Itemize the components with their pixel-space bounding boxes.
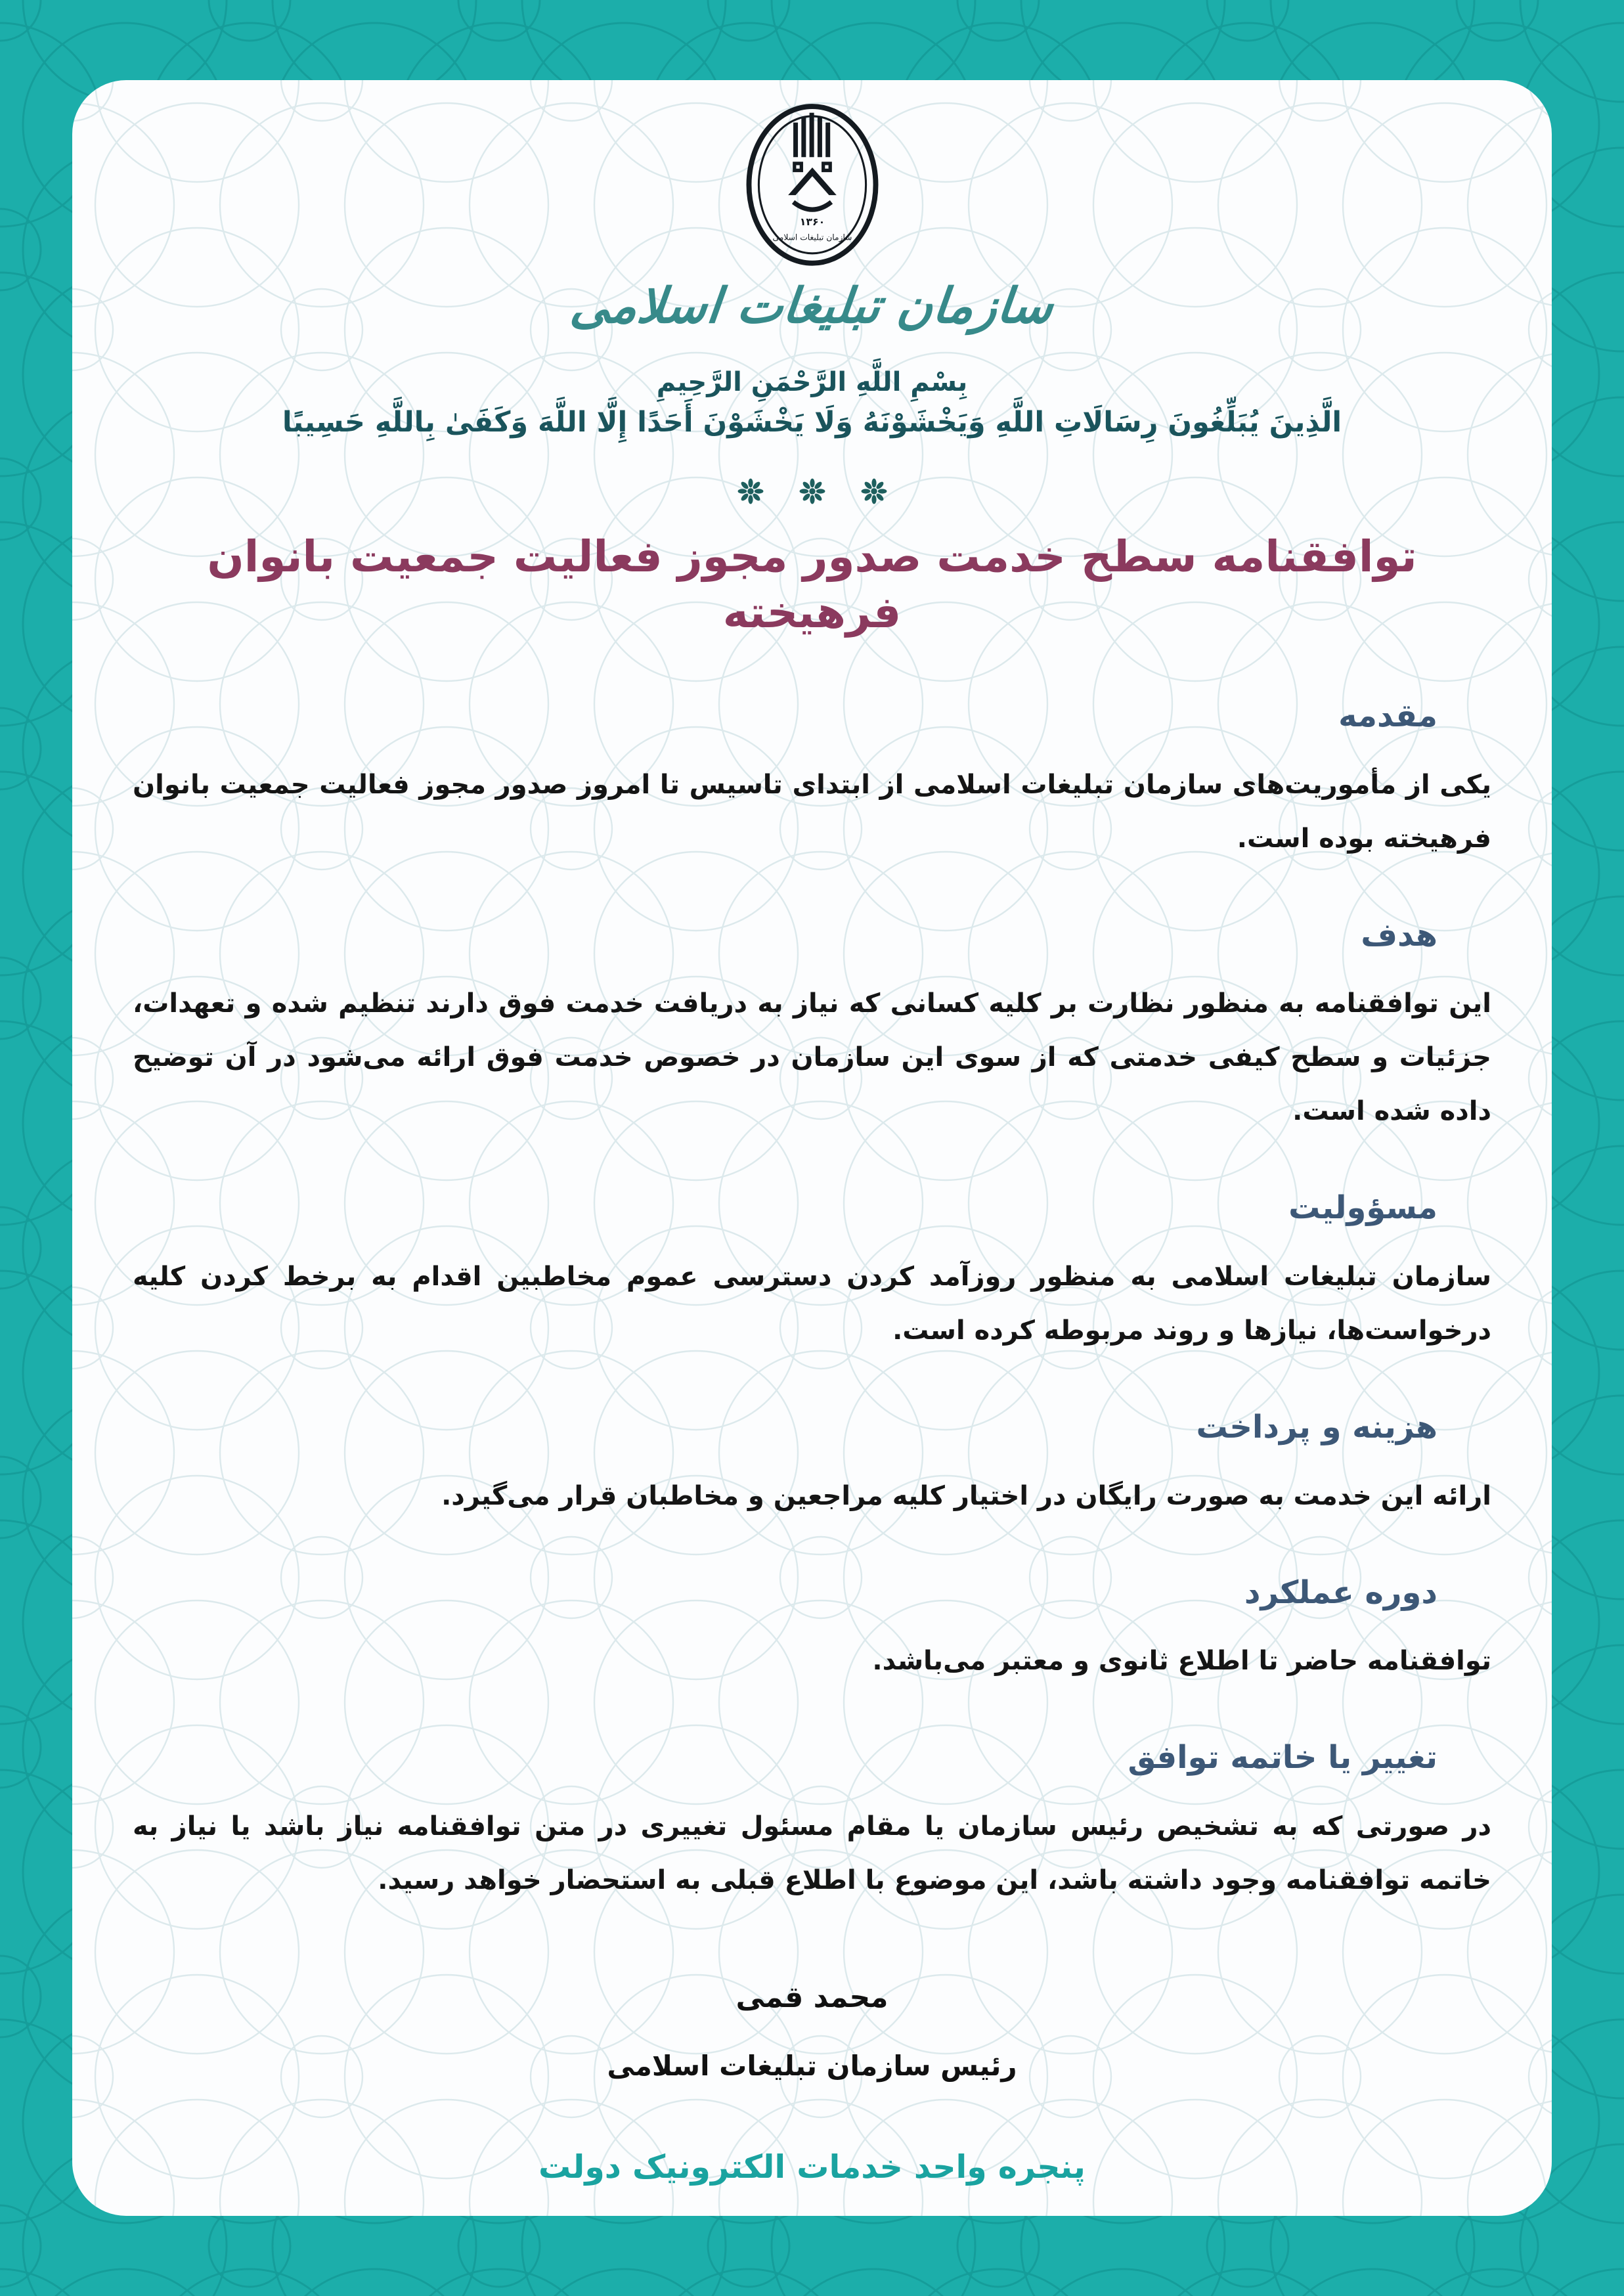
- signatory-title: رئیس سازمان تبلیغات اسلامی: [607, 2049, 1017, 2082]
- section-body: ارائه این خدمت به صورت رایگان در اختیار کلیه مراجعین و مخاطبان قرار می‌گیرد.: [441, 1480, 1491, 1511]
- signatory-name: محمد قمی: [735, 1980, 889, 2014]
- section-heading: مقدمه: [1338, 697, 1437, 735]
- section-heading: دوره عملکرد: [1244, 1574, 1437, 1611]
- section-body: این توافقنامه به منظور نظارت بر کلیه کسانی که نیاز به دریافت خدمت فوق دارند تنظیم شده و تعهدات، جزئیات و سطح کیفی خدمتی که از سوی این سازمان در خصوص خدمت فوق ارائه می‌شود در آن توضیح داده شده است.: [133, 988, 1491, 1127]
- org-emblem-icon: [730, 97, 894, 276]
- divider-ornament: [737, 477, 888, 505]
- section-heading: مسؤولیت: [1288, 1189, 1437, 1227]
- document-section: [133, 1574, 1491, 1689]
- sections-container: [133, 641, 1491, 1907]
- document-section: [133, 1739, 1491, 1907]
- section-heading: هدف: [1361, 916, 1437, 954]
- flower-asterisk-icon: [737, 477, 764, 505]
- kufic-allah-mark: [788, 113, 837, 195]
- footer-text: پنجره واحد خدمات الکترونیک دولت: [538, 2148, 1086, 2186]
- document-section: [133, 697, 1491, 866]
- section-body: سازمان تبلیغات اسلامی به منظور روزآمد کردن دسترسی عموم مخاطبین اقدام به برخط کردن کلیه درخواست‌ها، نیازها و روند مربوطه کرده است.: [133, 1261, 1491, 1346]
- section-body: در صورتی که به تشخیص رئیس سازمان یا مقام مسئول تغییری در متن توافقنامه نیاز باشد یا نیاز به خاتمه توافقنامه وجود داشته باشد، این موضوع با اطلاع قبلی به استحضار خواهد رسید.: [133, 1811, 1491, 1895]
- flower-asterisk-icon: [860, 477, 888, 505]
- document-content: [72, 80, 1552, 2216]
- emblem-year: ۱۳۶۰: [799, 215, 825, 228]
- bismillah-text: بِسْمِ اللَّهِ الرَّحْمَنِ الرَّحِيمِ: [656, 366, 968, 397]
- document-section: [133, 1189, 1491, 1358]
- quran-verse-text: الَّذِينَ يُبَلِّغُونَ رِسَالَاتِ اللَّهِ وَيَخْشَوْنَهُ وَلَا يَخْشَوْنَ أَحَدًا إِلَّا اللَّهَ وَكَفَىٰ بِاللَّهِ حَسِيبًا: [282, 405, 1342, 439]
- document-card: [72, 80, 1552, 2216]
- emblem-org-name: سازمان تبلیغات اسلامی: [772, 232, 852, 242]
- document-section: [133, 1409, 1491, 1523]
- flower-asterisk-icon: [799, 477, 826, 505]
- page-title: توافقنامه سطح خدمت صدور مجوز فعالیت جمعیت بانوان فرهیخته: [207, 531, 1417, 638]
- section-heading: تغییر یا خاتمه توافق: [1128, 1739, 1437, 1777]
- org-calligraphy: سازمان تبلیغات اسلامی: [568, 278, 1057, 334]
- section-heading: هزینه و پرداخت: [1196, 1408, 1437, 1446]
- section-body: توافقنامه حاضر تا اطلاع ثانوی و معتبر می‌باشد.: [872, 1646, 1491, 1677]
- document-section: [133, 917, 1491, 1139]
- section-body: یکی از مأموریت‌های سازمان تبلیغات اسلامی از ابتدای تاسیس تا امروز صدور مجوز فعالیت جمعیت بانوان فرهیخته بوده است.: [133, 769, 1491, 854]
